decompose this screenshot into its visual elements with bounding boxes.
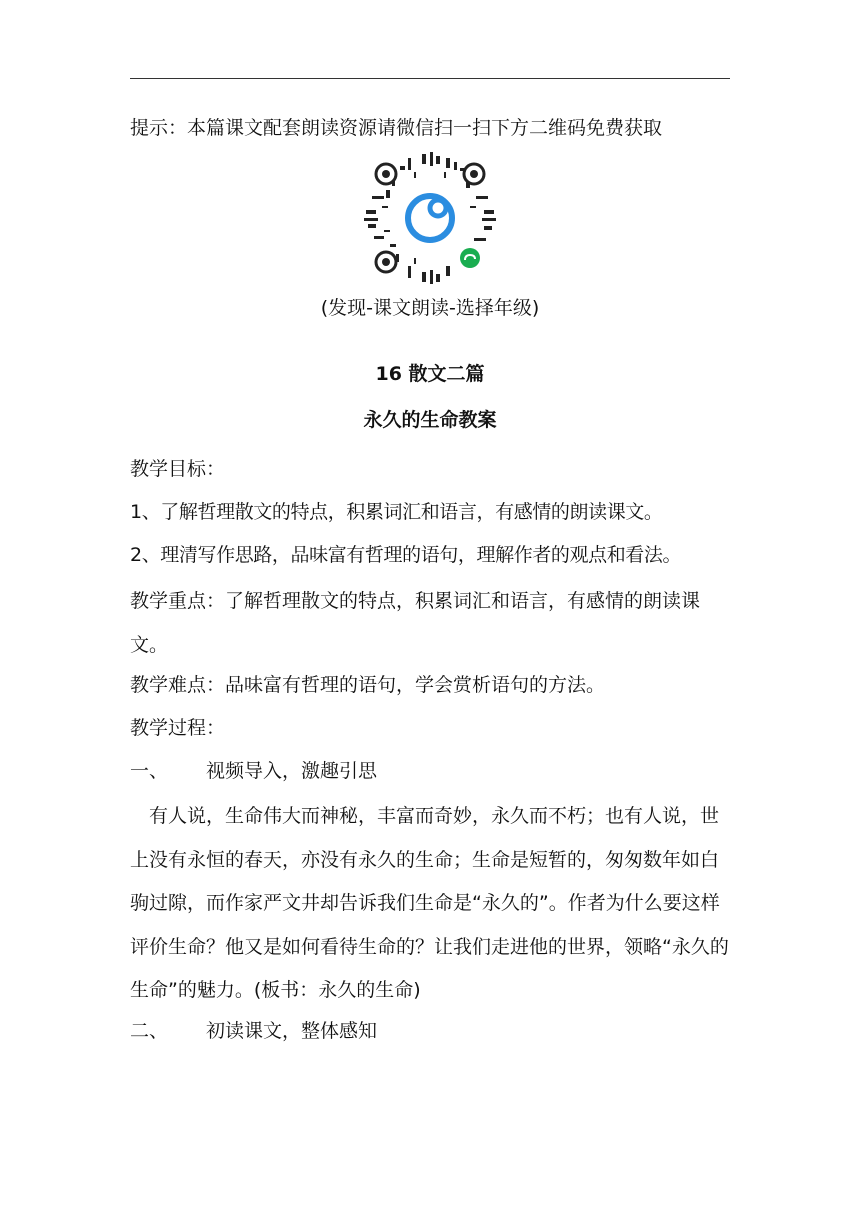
plan-title: 永久的生命教案 — [363, 409, 497, 431]
key-point: 教学重点：了解哲理散文的特点，积累词汇和语言，有感情的朗读课文。 — [130, 590, 701, 656]
qr-code-icon[interactable] — [362, 150, 498, 286]
step-1-heading — [130, 752, 732, 790]
step-2-marker: 二、 — [130, 1020, 169, 1042]
tip-text: 提示：本篇课文配套朗读资源请微信扫一扫下方二维码免费获取 — [130, 117, 663, 139]
step-2-title: 初读课文，整体感知 — [206, 1020, 378, 1042]
header-rule — [130, 78, 730, 79]
difficulty: 教学难点：品味富有哲理的语句，学会赏析语句的方法。 — [130, 674, 606, 696]
objective-2: 2、理清写作思路，品味富有哲理的语句，理解作者的观点和看法。 — [130, 544, 682, 566]
step-1-text: 有人说，生命伟大而神秘，丰富而奇妙，永久而不朽；也有人说，世上没有永恒的春天，亦没有永久的生命；生命是短暂的，匆匆数年如白驹过隙，而作家严文井却告诉我们生命是“永久的”。作者为什么要这样评价生命？他又是如何看待生命的？让我们走进他的世界，领略“永久的生命”的魅力。(板书：永久的生命) — [130, 805, 729, 1001]
objectives-heading: 教学目标： — [130, 458, 226, 480]
step-1-title: 视频导入，激趣引思 — [206, 760, 378, 782]
process-heading: 教学过程： — [130, 717, 226, 739]
qr-caption: (发现-课文朗读-选择年级) — [320, 297, 540, 319]
lesson-title: 16 散文二篇 — [375, 363, 485, 385]
step-2-heading — [130, 1012, 732, 1050]
objective-1: 1、了解哲理散文的特点，积累词汇和语言，有感情的朗读课文。 — [130, 501, 663, 523]
step-1-marker: 一、 — [130, 760, 169, 782]
